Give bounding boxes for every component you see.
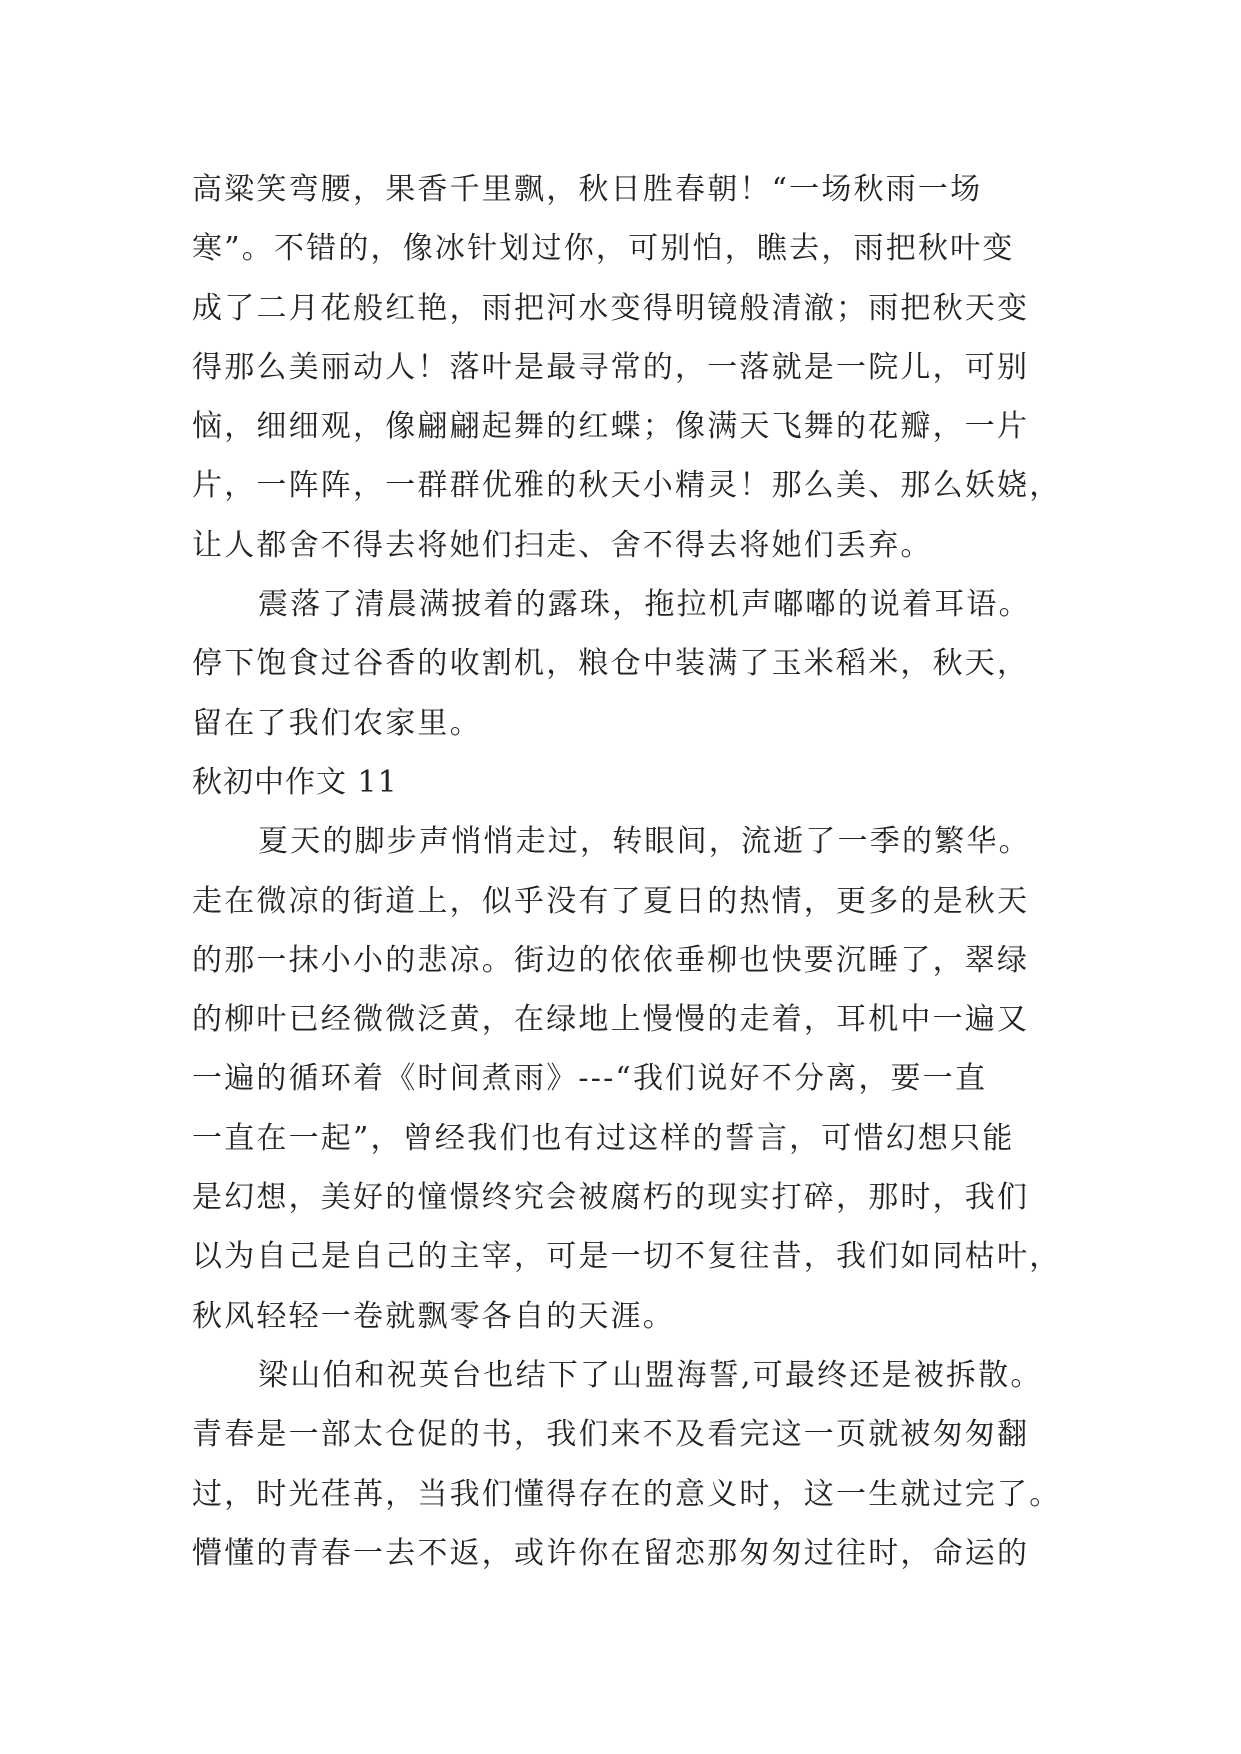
paragraph-line: 高粱笑弯腰，果香千里飘，秋日胜春朝！“一场秋雨一场 [192, 172, 983, 207]
paragraph-line: 寒”。不错的，像冰针划过你，可别怕，瞧去，雨把秋叶变 [192, 231, 1015, 267]
paragraph-line: 留在了我们农家里。 [192, 705, 482, 741]
paragraph-line: 一直在一起”，曾经我们也有过这样的誓言，可惜幻想只能 [192, 1120, 1015, 1156]
paragraph-first-line: 震落了清晨满披着的露珠，拖拉机声嘟嘟的说着耳语。 [258, 587, 1031, 623]
paragraph-line: 的那一抹小小的悲凉。街边的依依垂柳也快要沉睡了，翠绿 [192, 942, 1030, 978]
paragraph-line: 的柳叶已经微微泛黄，在绿地上慢慢的走着，耳机中一遍又 [192, 1002, 1030, 1038]
paragraph-line: 懵懂的青春一去不返，或许你在留恋那匆匆过往时，命运的 [192, 1535, 1030, 1571]
paragraph-line: 得那么美丽动人！落叶是最寻常的，一落就是一院儿，可别 [192, 349, 1030, 385]
paragraph-line: 一遍的循环着《时间煮雨》---“我们说好不分离，要一直 [192, 1061, 988, 1097]
paragraph-line: 秋风轻轻一卷就飘零各自的天涯。 [192, 1298, 675, 1334]
paragraph-line: 让人都舍不得去将她们扫走、舍不得去将她们丢弃。 [192, 527, 933, 563]
paragraph-line: 以为自己是自己的主宰，可是一切不复往昔，我们如同枯叶， [192, 1239, 1062, 1275]
paragraph-line: 片，一阵阵，一群群优雅的秋天小精灵！那么美、那么妖娆， [192, 468, 1062, 504]
paragraph-line: 停下饱食过谷香的收割机，粮仓中装满了玉米稻米，秋天， [192, 646, 1030, 682]
paragraph-line: 是幻想，美好的憧憬终究会被腐朽的现实打碎，那时，我们 [192, 1180, 1030, 1216]
paragraph-first-line: 梁山伯和祝英台也结下了山盟海誓,可最终还是被拆散。 [258, 1357, 1043, 1393]
paragraph-line: 走在微凉的街道上，似乎没有了夏日的热情，更多的是秋天 [192, 883, 1030, 919]
paragraph-line: 成了二月花般红艳，雨把河水变得明镜般清澈；雨把秋天变 [192, 290, 1030, 326]
paragraph-first-line: 夏天的脚步声悄悄走过，转眼间，流逝了一季的繁华。 [258, 824, 1031, 860]
paragraph-line: 青春是一部太仓促的书，我们来不及看完这一页就被匆匆翻 [192, 1417, 1030, 1453]
paragraph-line: 恼，细细观，像翩翩起舞的红蝶；像满天飞舞的花瓣，一片 [192, 409, 1030, 445]
section-heading: 秋初中作文 11 [192, 764, 398, 800]
essay-body [192, 160, 1062, 1583]
paragraph-line: 过，时光荏苒，当我们懂得存在的意义时，这一生就过完了。 [192, 1476, 1062, 1512]
